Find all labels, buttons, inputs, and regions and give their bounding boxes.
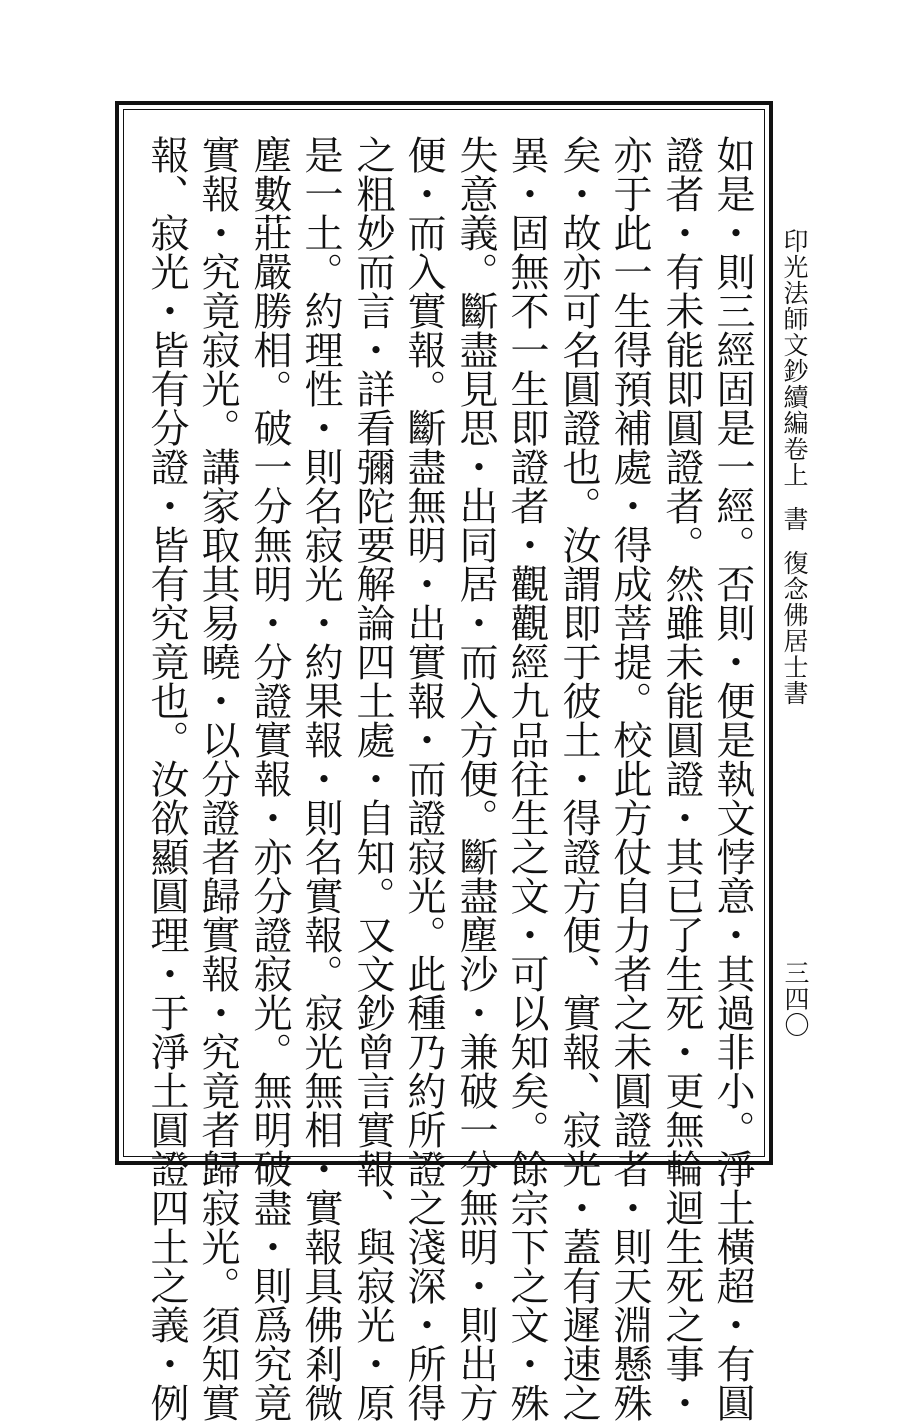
section-label: 書 xyxy=(780,506,809,532)
margin-title xyxy=(777,228,811,706)
text-column-12: 報、寂光・皆有分證・皆有究竟也。汝欲顯圓理・于淨土圓證四土之義・例 xyxy=(144,135,189,1422)
letter-title: 復念佛居士書 xyxy=(780,550,809,706)
text-column-9: 是一土。約理性・則名寂光・約果報・則名實報。寂光無相・實報具佛剎微 xyxy=(298,135,343,1422)
text-column-5: 異・固無不一生即證者・觀觀經九品往生之文・可以知矣。餘宗下之文・殊 xyxy=(504,135,549,1422)
text-column-6: 失意義。斷盡見思・出同居・而入方便。斷盡塵沙・兼破一分無明・則出方 xyxy=(453,135,498,1422)
page-number: 三四〇 xyxy=(781,960,810,1038)
text-column-11: 實報・究竟寂光。講家取其易曉・以分證者歸實報・究竟者歸寂光。須知實 xyxy=(195,135,240,1422)
text-column-10: 塵數莊嚴勝相。破一分無明・分證實報・亦分證寂光。無明破盡・則爲究竟 xyxy=(247,135,292,1422)
text-column-7: 便・而入實報。斷盡無明・出實報・而證寂光。此種乃約所證之淺深・所得 xyxy=(401,135,446,1422)
text-column-4: 矣・故亦可名圓證也。汝謂即于彼土・得證方便、實報、寂光・蓋有遲速之 xyxy=(556,135,601,1422)
text-column-2: 證者・有未能即圓證者。然雖未能圓證・其已了生死・更無輪迴生死之事・ xyxy=(659,135,704,1422)
text-column-1: 如是・則三經固是一經。否則・便是執文悖意・其過非小。淨土橫超・有圓 xyxy=(710,135,755,1422)
book-title: 印光法師文鈔續編卷上 xyxy=(780,228,809,488)
text-column-3: 亦于此一生得預補處・得成菩提。校此方仗自力者之未圓證者・則天淵懸殊 xyxy=(607,135,652,1422)
text-column-8: 之粗妙而言・詳看彌陀要解論四土處・自知。又文鈔曾言實報、與寂光・原 xyxy=(350,135,395,1422)
